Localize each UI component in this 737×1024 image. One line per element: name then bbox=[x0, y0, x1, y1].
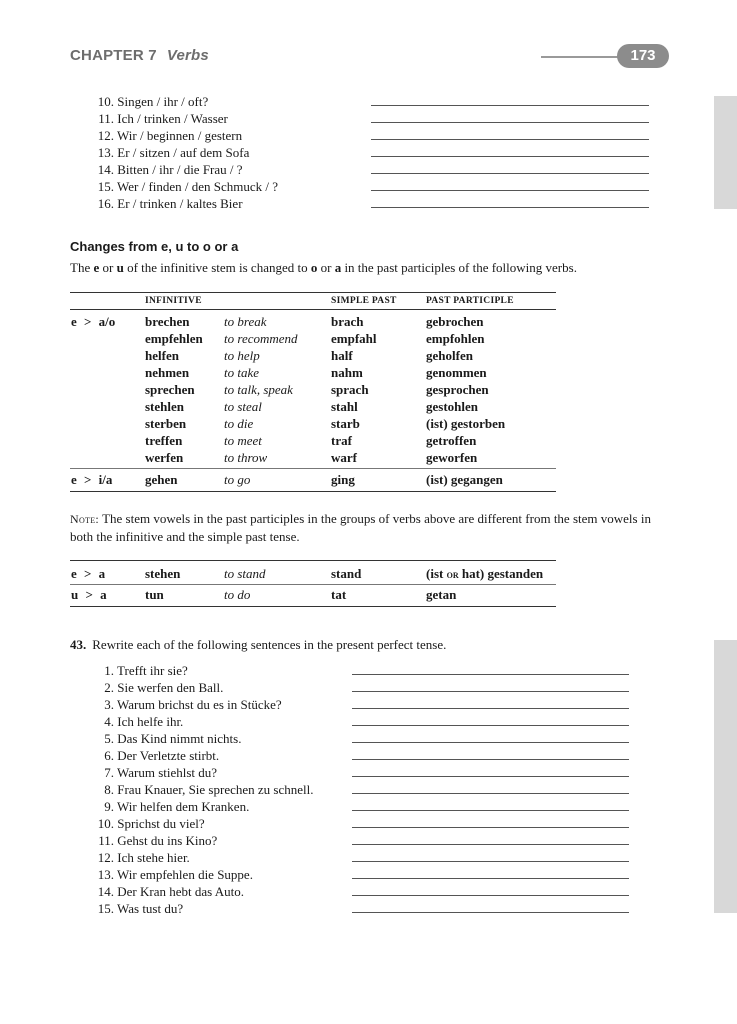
answer-line[interactable] bbox=[371, 122, 649, 123]
answer-line[interactable] bbox=[371, 139, 649, 140]
group-label: e > i/a bbox=[71, 472, 113, 487]
past-participle-cell: (ist or hat) gestanden bbox=[426, 566, 544, 581]
simple-past-cell: starb bbox=[331, 416, 360, 431]
running-header bbox=[70, 47, 209, 64]
answer-line[interactable] bbox=[352, 674, 629, 675]
list-item: 9. Wir helfen dem Kranken. bbox=[104, 799, 250, 814]
meaning-cell: to recommend bbox=[224, 331, 298, 346]
answer-line[interactable] bbox=[352, 878, 629, 879]
answer-line[interactable] bbox=[352, 793, 629, 794]
answer-line[interactable] bbox=[371, 190, 649, 191]
infinitive-cell: tun bbox=[145, 587, 164, 602]
list-item: 1. Trefft ihr sie? bbox=[104, 663, 188, 678]
list-item: 12. Wir / beginnen / gestern bbox=[97, 128, 243, 143]
meaning-cell: to stand bbox=[224, 566, 266, 581]
chapter-label: CHAPTER 7 bbox=[70, 47, 157, 64]
list-item: 13. Er / sitzen / auf dem Sofa bbox=[97, 145, 250, 160]
simple-past-cell: traf bbox=[331, 433, 352, 448]
list-item: 13. Wir empfehlen die Suppe. bbox=[97, 867, 253, 882]
past-participle-cell: gesprochen bbox=[426, 382, 489, 397]
simple-past-cell: tat bbox=[331, 587, 347, 602]
answer-line[interactable] bbox=[352, 742, 629, 743]
simple-past-cell: empfahl bbox=[331, 331, 377, 346]
simple-past-cell: warf bbox=[331, 450, 357, 465]
list-item: 16. Er / trinken / kaltes Bier bbox=[97, 196, 243, 211]
past-participle-cell: gestohlen bbox=[426, 399, 478, 414]
list-item: 5. Das Kind nimmt nichts. bbox=[104, 731, 242, 746]
past-participle-cell: gebrochen bbox=[426, 314, 484, 329]
section-heading: Changes from e, u to o or a bbox=[70, 239, 239, 254]
group-label: e > a/o bbox=[71, 314, 116, 329]
col-header-simple-past: SIMPLE PAST bbox=[331, 296, 397, 306]
side-thumb-tab-bottom bbox=[714, 640, 737, 913]
meaning-cell: to talk, speak bbox=[224, 382, 293, 397]
answer-line[interactable] bbox=[352, 912, 629, 913]
answer-line[interactable] bbox=[371, 207, 649, 208]
answer-line[interactable] bbox=[352, 895, 629, 896]
meaning-cell: to take bbox=[224, 365, 260, 380]
meaning-cell: to help bbox=[224, 348, 260, 363]
meaning-cell: to die bbox=[224, 416, 254, 431]
infinitive-cell: brechen bbox=[145, 314, 190, 329]
table-bottom-rule bbox=[70, 491, 556, 492]
past-participle-cell: geworfen bbox=[426, 450, 478, 465]
exercise-43-instruction: 43. Rewrite each of the following sentences in the present perfect tense. bbox=[70, 637, 447, 652]
infinitive-cell: sterben bbox=[145, 416, 187, 431]
infinitive-cell: gehen bbox=[145, 472, 178, 487]
simple-past-cell: stahl bbox=[331, 399, 358, 414]
table-header-rule bbox=[70, 309, 556, 310]
simple-past-cell: stand bbox=[331, 566, 362, 581]
chapter-title: Verbs bbox=[166, 47, 209, 64]
list-item: 15. Wer / finden / den Schmuck / ? bbox=[97, 179, 279, 194]
infinitive-cell: sprechen bbox=[145, 382, 195, 397]
meaning-cell: to go bbox=[224, 472, 251, 487]
list-item: 11. Gehst du ins Kino? bbox=[98, 833, 218, 848]
answer-line[interactable] bbox=[352, 861, 629, 862]
list-item: 3. Warum brichst du es in Stücke? bbox=[104, 697, 282, 712]
meaning-cell: to do bbox=[224, 587, 251, 602]
infinitive-cell: helfen bbox=[145, 348, 179, 363]
list-item: 8. Frau Knauer, Sie sprechen zu schnell. bbox=[104, 782, 314, 797]
simple-past-cell: half bbox=[331, 348, 353, 363]
simple-past-cell: ging bbox=[331, 472, 355, 487]
past-participle-cell: geholfen bbox=[426, 348, 473, 363]
page-number-badge: 173 bbox=[617, 44, 669, 68]
infinitive-cell: nehmen bbox=[145, 365, 190, 380]
infinitive-cell: empfehlen bbox=[145, 331, 203, 346]
simple-past-cell: brach bbox=[331, 314, 364, 329]
col-header-past-participle: PAST PARTICIPLE bbox=[426, 296, 514, 306]
answer-line[interactable] bbox=[352, 776, 629, 777]
meaning-cell: to break bbox=[224, 314, 267, 329]
answer-line[interactable] bbox=[352, 844, 629, 845]
row-divider bbox=[70, 584, 556, 585]
past-participle-cell: getroffen bbox=[426, 433, 477, 448]
list-item: 10. Sprichst du viel? bbox=[97, 816, 205, 831]
past-participle-cell: (ist) gestorben bbox=[426, 416, 506, 431]
simple-past-cell: sprach bbox=[331, 382, 369, 397]
meaning-cell: to throw bbox=[224, 450, 268, 465]
list-item: 7. Warum stiehlst du? bbox=[104, 765, 218, 780]
past-participle-cell: empfohlen bbox=[426, 331, 485, 346]
col-header-infinitive: INFINITIVE bbox=[145, 296, 202, 306]
meaning-cell: to steal bbox=[224, 399, 262, 414]
table-top-rule bbox=[70, 292, 556, 293]
infinitive-cell: stehlen bbox=[145, 399, 184, 414]
past-participle-cell: (ist) gegangen bbox=[426, 472, 503, 487]
answer-line[interactable] bbox=[371, 105, 649, 106]
answer-line[interactable] bbox=[371, 173, 649, 174]
answer-line[interactable] bbox=[352, 827, 629, 828]
answer-line[interactable] bbox=[352, 691, 629, 692]
list-item: 14. Bitten / ihr / die Frau / ? bbox=[97, 162, 243, 177]
answer-line[interactable] bbox=[352, 759, 629, 760]
table-top-rule bbox=[70, 560, 556, 561]
group-divider bbox=[70, 468, 556, 469]
list-item: 11. Ich / trinken / Wasser bbox=[98, 111, 228, 126]
infinitive-cell: werfen bbox=[145, 450, 184, 465]
list-item: 12. Ich stehe hier. bbox=[97, 850, 190, 865]
answer-line[interactable] bbox=[352, 725, 629, 726]
list-item: 10. Singen / ihr / oft? bbox=[97, 94, 209, 109]
list-item: 2. Sie werfen den Ball. bbox=[104, 680, 224, 695]
list-item: 14. Der Kran hebt das Auto. bbox=[97, 884, 244, 899]
simple-past-cell: nahm bbox=[331, 365, 363, 380]
answer-line[interactable] bbox=[371, 156, 649, 157]
side-thumb-tab-top bbox=[714, 96, 737, 209]
answer-line[interactable] bbox=[352, 810, 629, 811]
table-bottom-rule bbox=[70, 606, 556, 607]
list-item: 15. Was tust du? bbox=[97, 901, 184, 916]
answer-line[interactable] bbox=[352, 708, 629, 709]
header-rule bbox=[541, 56, 621, 58]
infinitive-cell: stehen bbox=[145, 566, 181, 581]
group-label: e > a bbox=[71, 566, 106, 581]
infinitive-cell: treffen bbox=[145, 433, 183, 448]
section-intro: The e or u of the infinitive stem is changed to o or a in the past participles of the following verbs. bbox=[70, 260, 577, 275]
note-paragraph: Note: The stem vowels in the past participles in the groups of verbs above are different from the stem vowels in both the infinitive and the simple past tense. bbox=[70, 511, 651, 544]
list-item: 4. Ich helfe ihr. bbox=[104, 714, 184, 729]
past-participle-cell: getan bbox=[426, 587, 457, 602]
group-label: u > a bbox=[71, 587, 107, 602]
past-participle-cell: genommen bbox=[426, 365, 487, 380]
meaning-cell: to meet bbox=[224, 433, 262, 448]
list-item: 6. Der Verletzte stirbt. bbox=[104, 748, 220, 763]
